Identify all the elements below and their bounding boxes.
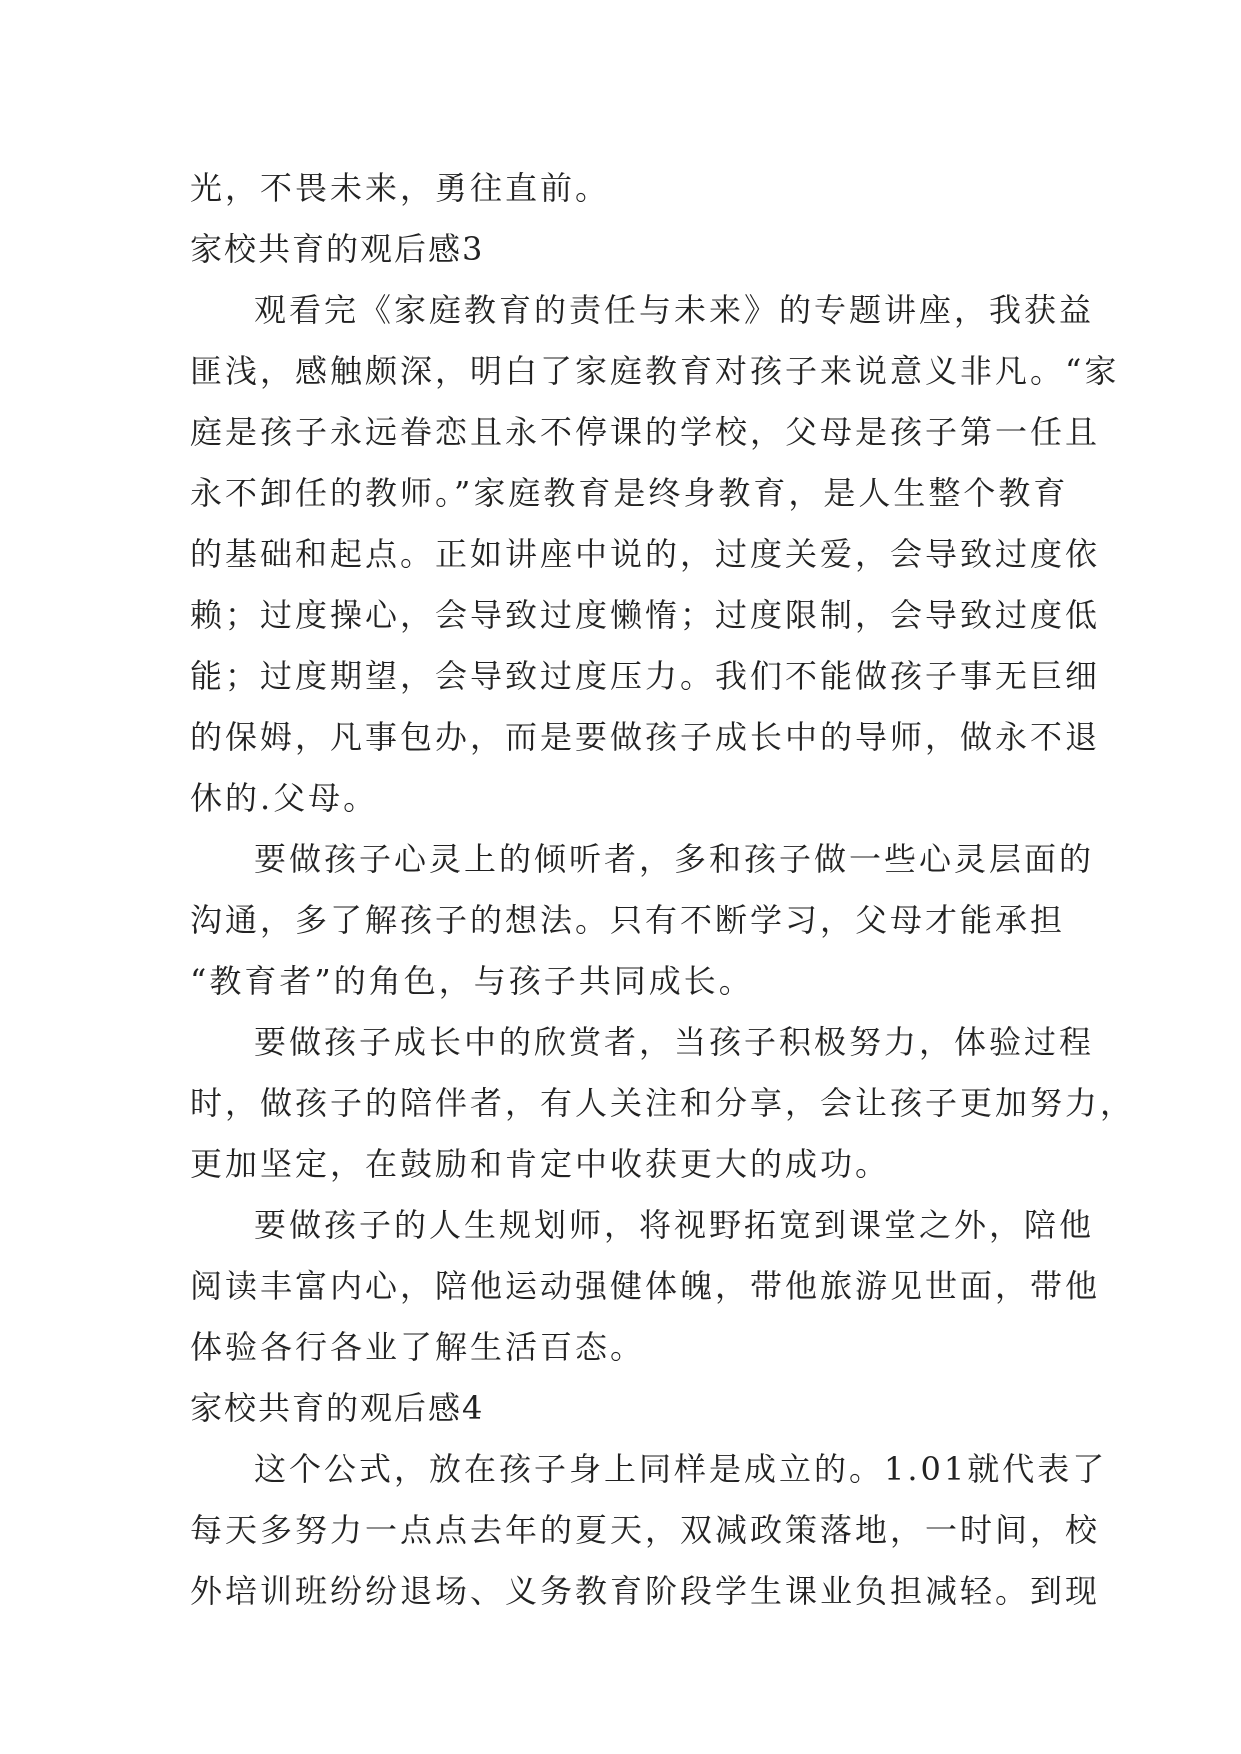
paragraph-line: 要做孩子的人生规划师，将视野拓宽到课堂之外，陪他 (254, 1206, 1095, 1244)
paragraph-line: 庭是孩子永远眷恋且永不停课的学校，父母是孩子第一任且 (190, 413, 1101, 451)
paragraph-line: 外培训班纷纷退场、义务教育阶段学生课业负担减轻。到现 (190, 1572, 1101, 1610)
paragraph-line: 每天多努力一点点去年的夏天，双减政策落地，一时间，校 (190, 1511, 1101, 1549)
paragraph-line: 能；过度期望，会导致过度压力。我们不能做孩子事无巨细 (190, 657, 1101, 695)
paragraph-line: 观看完《家庭教育的责任与未来》的专题讲座，我获益 (254, 291, 1095, 329)
section-heading-4: 家校共育的观后感4 (190, 1389, 485, 1427)
section-heading-3: 家校共育的观后感3 (190, 230, 485, 268)
paragraph-line: 的基础和起点。正如讲座中说的，过度关爱，会导致过度依 (190, 535, 1101, 573)
paragraph-line: 阅读丰富内心，陪他运动强健体魄，带他旅游见世面，带他 (190, 1267, 1101, 1305)
paragraph-line: 要做孩子成长中的欣赏者，当孩子积极努力，体验过程 (254, 1023, 1095, 1061)
paragraph-line: 永不卸任的教师。”家庭教育是终身教育，是人生整个教育 (190, 474, 1069, 512)
paragraph-line: 更加坚定，在鼓励和肯定中收获更大的成功。 (190, 1145, 891, 1183)
paragraph-line: 匪浅，感触颇深，明白了家庭教育对孩子来说意义非凡。“家 (190, 352, 1120, 390)
paragraph-line: 光，不畏未来，勇往直前。 (190, 169, 611, 207)
paragraph-line: 沟通，多了解孩子的想法。只有不断学习，父母才能承担 (190, 901, 1066, 939)
paragraph-line: “教育者”的角色，与孩子共同成长。 (190, 962, 754, 1000)
paragraph-line: 体验各行各业了解生活百态。 (190, 1328, 646, 1366)
paragraph-line: 要做孩子心灵上的倾听者，多和孩子做一些心灵层面的 (254, 840, 1095, 878)
paragraph-line: 休的.父母。 (190, 779, 379, 817)
document-page (190, 158, 1136, 1622)
paragraph-line: 这个公式，放在孩子身上同样是成立的。1.01就代表了 (254, 1450, 1108, 1488)
paragraph-line: 的保姆，凡事包办，而是要做孩子成长中的导师，做永不退 (190, 718, 1101, 756)
paragraph-line: 赖；过度操心，会导致过度懒惰；过度限制，会导致过度低 (190, 596, 1101, 634)
paragraph-line: 时，做孩子的陪伴者，有人关注和分享，会让孩子更加努力， (190, 1084, 1136, 1122)
